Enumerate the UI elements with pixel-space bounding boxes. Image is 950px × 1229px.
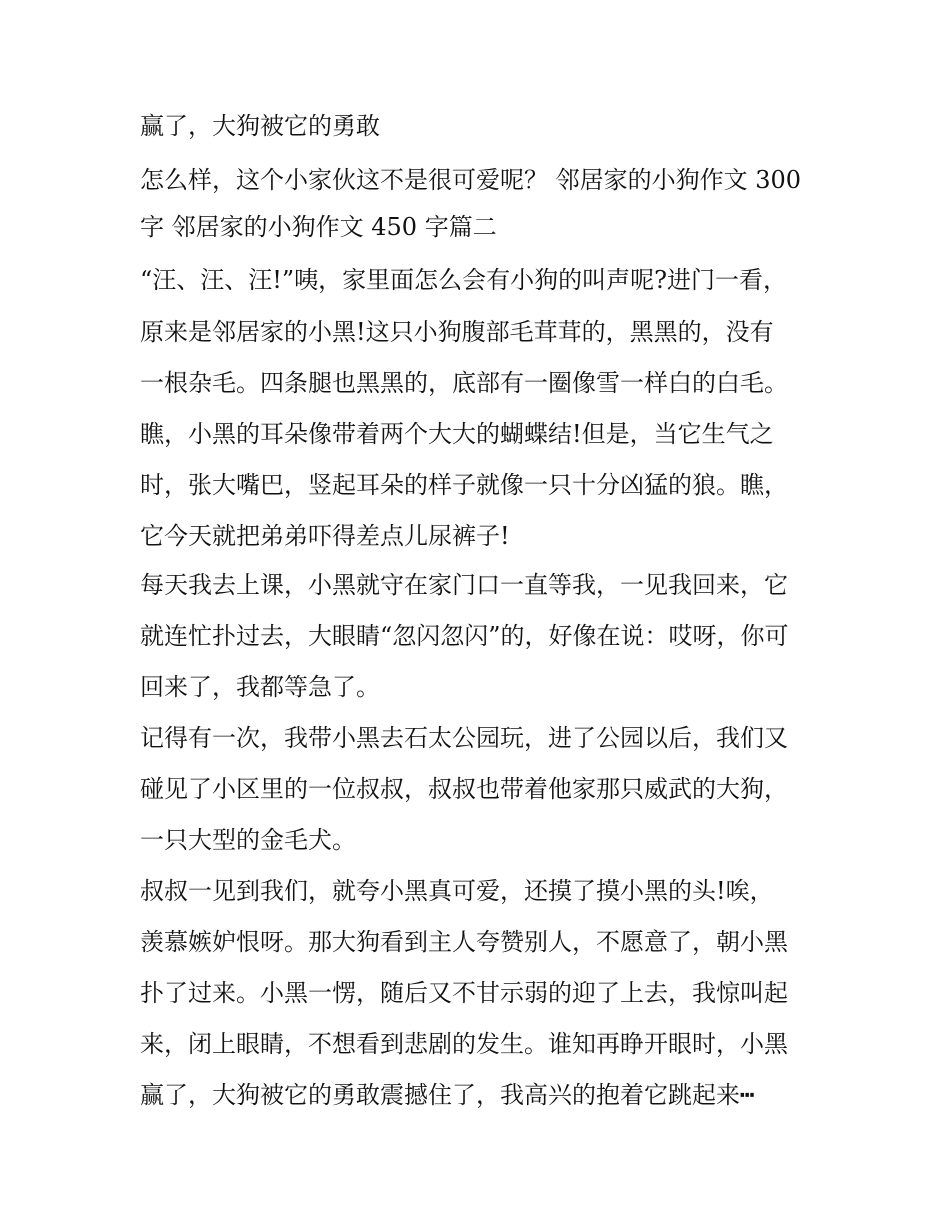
text-line: 叔叔一见到我们，就夸小黑真可爱，还摸了摸小黑的头!唉， bbox=[140, 877, 774, 905]
text-line: 回来了，我都等急了。 bbox=[140, 673, 380, 701]
text-line: 原来是邻居家的小黑!这只小狗腹部毛茸茸的，黑黑的，没有 bbox=[140, 318, 774, 346]
text-line: 赢了，大狗被它的勇敢 bbox=[140, 112, 380, 140]
text-line: 记得有一次，我带小黑去石太公园玩，进了公园以后，我们又 bbox=[140, 724, 788, 752]
text-line: 字 邻居家的小狗作文 450 字篇二 bbox=[140, 213, 497, 241]
text-line: 一只大型的金毛犬。 bbox=[140, 826, 356, 854]
text-line: 来，闭上眼睛，不想看到悲剧的发生。谁知再睁开眼时，小黑 bbox=[140, 1030, 788, 1058]
text-line: 羡慕嫉妒恨呀。那大狗看到主人夸赞别人，不愿意了，朝小黑 bbox=[140, 928, 788, 956]
text-line: 怎么样，这个小家伙这不是很可爱呢？ 邻居家的小狗作文 300 bbox=[140, 166, 802, 194]
text-line: 赢了，大狗被它的勇敢震撼住了，我高兴的抱着它跳起来┅ bbox=[140, 1081, 755, 1109]
text-line: 它今天就把弟弟吓得差点儿尿裤子! bbox=[140, 522, 510, 550]
text-line: “汪、汪、汪!”咦，家里面怎么会有小狗的叫声呢?进门一看， bbox=[140, 266, 788, 294]
text-line: 就连忙扑过去，大眼睛“忽闪忽闪”的，好像在说：哎呀，你可 bbox=[140, 622, 789, 650]
text-line: 一根杂毛。四条腿也黑黑的，底部有一圈像雪一样白的白毛。 bbox=[140, 369, 788, 397]
text-line: 扑了过来。小黑一愣，随后又不甘示弱的迎了上去，我惊叫起 bbox=[140, 979, 788, 1007]
text-line: 瞧，小黑的耳朵像带着两个大大的蝴蝶结!但是，当它生气之 bbox=[140, 420, 774, 448]
text-line: 每天我去上课，小黑就守在家门口一直等我，一见我回来，它 bbox=[140, 571, 788, 599]
text-line: 碰见了小区里的一位叔叔，叔叔也带着他家那只威武的大狗， bbox=[140, 775, 788, 803]
text-line: 时，张大嘴巴，竖起耳朵的样子就像一只十分凶猛的狼。瞧， bbox=[140, 471, 788, 499]
